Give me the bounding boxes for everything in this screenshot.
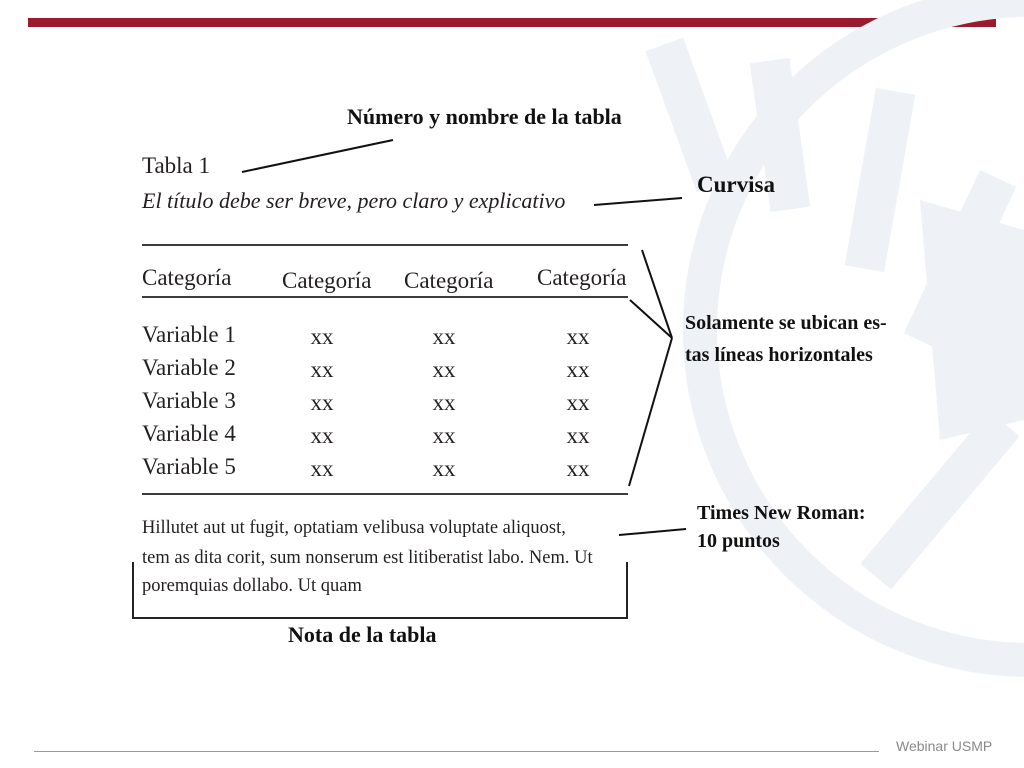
footer-text: Webinar USMP bbox=[896, 738, 993, 754]
table-cell: xx bbox=[432, 324, 456, 349]
table-cell: xx bbox=[432, 456, 456, 481]
annotation-table-note: Nota de la tabla bbox=[288, 622, 437, 647]
table-cell: Variable 2 bbox=[142, 355, 236, 380]
table-cell: xx bbox=[566, 324, 590, 349]
annotation-italic: Curvisa bbox=[697, 172, 775, 197]
table-cell: xx bbox=[432, 390, 456, 415]
table-cell: xx bbox=[566, 357, 590, 382]
table-cell: xx bbox=[566, 390, 590, 415]
table-title: El título debe ser breve, pero claro y explicativo bbox=[142, 188, 566, 213]
table-cell: xx bbox=[566, 423, 590, 448]
annotation-font: Times New Roman: bbox=[697, 502, 866, 524]
table-cell: xx bbox=[310, 456, 334, 481]
table-cell: xx bbox=[310, 357, 334, 382]
annotation-table-number-name: Número y nombre de la tabla bbox=[347, 104, 622, 129]
annotation-font: 10 puntos bbox=[697, 530, 780, 552]
table-note-line: tem as dita corit, sum nonserum est litiberatist labo. Nem. Ut bbox=[142, 548, 593, 568]
table-cell: xx bbox=[310, 390, 334, 415]
annotation-horizontal-lines: tas líneas horizontales bbox=[685, 344, 873, 366]
table-cell: Variable 5 bbox=[142, 454, 236, 479]
footer-rule bbox=[34, 751, 879, 752]
table-note-line: Hillutet aut ut fugit, optatiam velibusa voluptate aliquost, bbox=[142, 518, 566, 538]
table-header-cell: Categoría bbox=[537, 265, 627, 290]
table-cell: Variable 4 bbox=[142, 421, 236, 446]
table-number: Tabla 1 bbox=[142, 153, 211, 178]
table-cell: xx bbox=[310, 423, 334, 448]
table-cell: xx bbox=[310, 324, 334, 349]
annotation-horizontal-lines: Solamente se ubican es- bbox=[685, 312, 887, 334]
table-cell: Variable 1 bbox=[142, 322, 236, 347]
table-cell: xx bbox=[566, 456, 590, 481]
table-header-cell: Categoría bbox=[404, 268, 494, 293]
table-cell: Variable 3 bbox=[142, 388, 236, 413]
table-header-cell: Categoría bbox=[142, 265, 232, 290]
table-header-cell: Categoría bbox=[282, 268, 372, 293]
table-cell: xx bbox=[432, 357, 456, 382]
table-note-line: poremquias dollabo. Ut quam bbox=[142, 576, 362, 596]
table-cell: xx bbox=[432, 423, 456, 448]
